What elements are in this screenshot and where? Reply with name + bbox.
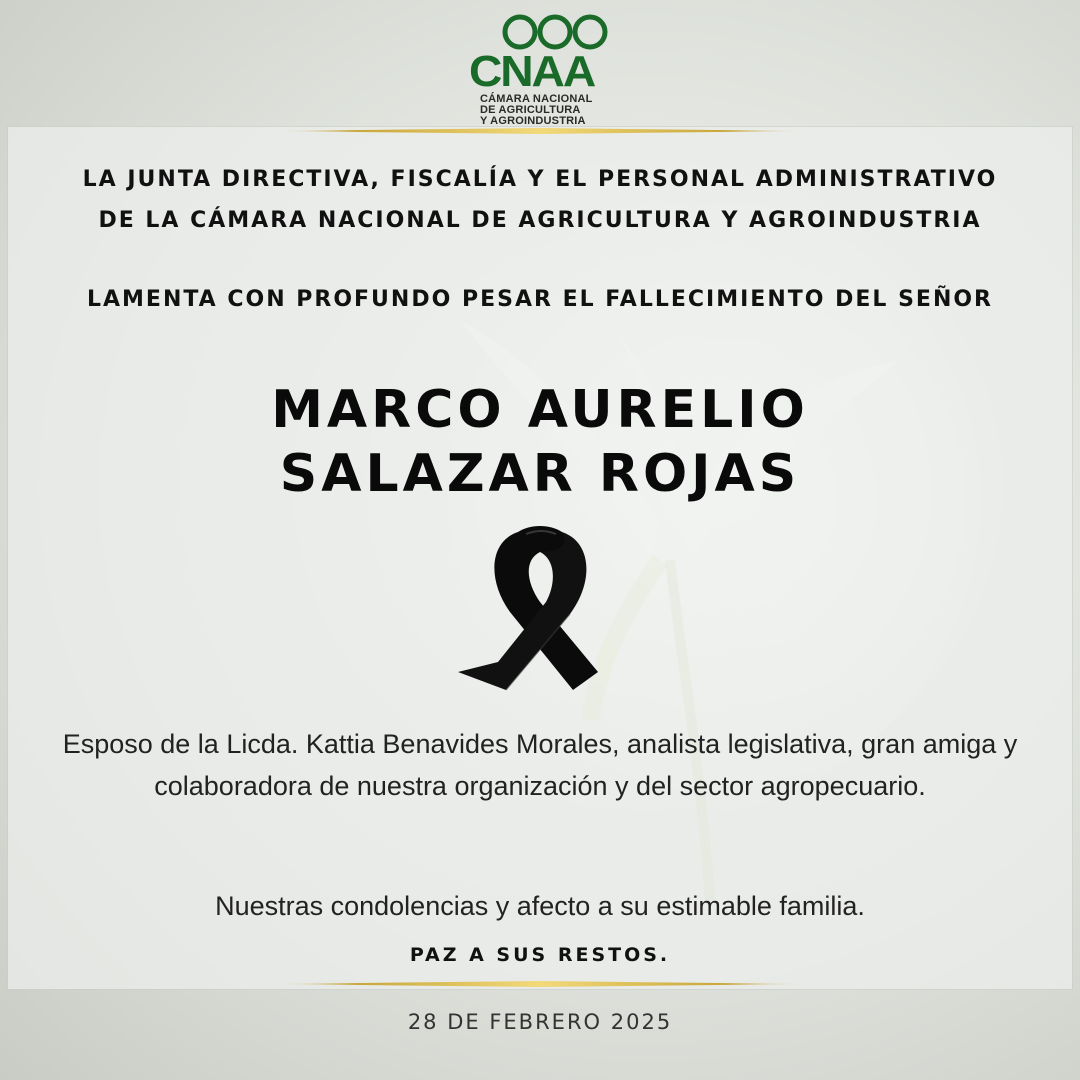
logo-subtitle-line: CÁMARA NACIONAL (480, 93, 593, 105)
header-line-2: DE LA CÁMARA NACIONAL DE AGRICULTURA Y AGROINDUSTRIA (98, 208, 982, 233)
mourning-ribbon-icon (448, 522, 632, 692)
cnaa-logo (469, 10, 620, 127)
gold-divider-bottom (276, 981, 804, 987)
logo-subtitle (480, 94, 593, 127)
header-line-1: LA JUNTA DIRECTIVA, FISCALÍA Y EL PERSONAL ADMINISTRATIVO (82, 167, 998, 192)
deceased-name-line-1: MARCO AURELIO (271, 380, 809, 440)
logo-subtitle-line: DE AGRICULTURA (480, 104, 581, 116)
logo-acronym: CNAA (469, 47, 595, 96)
deceased-name-line-2: SALAZAR ROJAS (279, 444, 801, 504)
message-paragraph-1: Esposo de la Licda. Kattia Benavides Morales, analista legislativa, gran amiga y colaboradora de nuestra organización y del sector agropecuario. (62, 729, 1018, 801)
logo-rings-icon (500, 14, 610, 50)
gold-divider-top (276, 128, 804, 134)
header-line-3: LAMENTA CON PROFUNDO PESAR EL FALLECIMIENTO DEL SEÑOR (86, 287, 993, 312)
closing-text: PAZ A SUS RESTOS. (409, 944, 671, 966)
date-text: 28 DE FEBRERO 2025 (407, 1010, 673, 1034)
logo-subtitle-line: Y AGROINDUSTRIA (480, 115, 586, 127)
message-paragraph-2: Nuestras condolencias y afecto a su estimable familia. (215, 891, 865, 921)
